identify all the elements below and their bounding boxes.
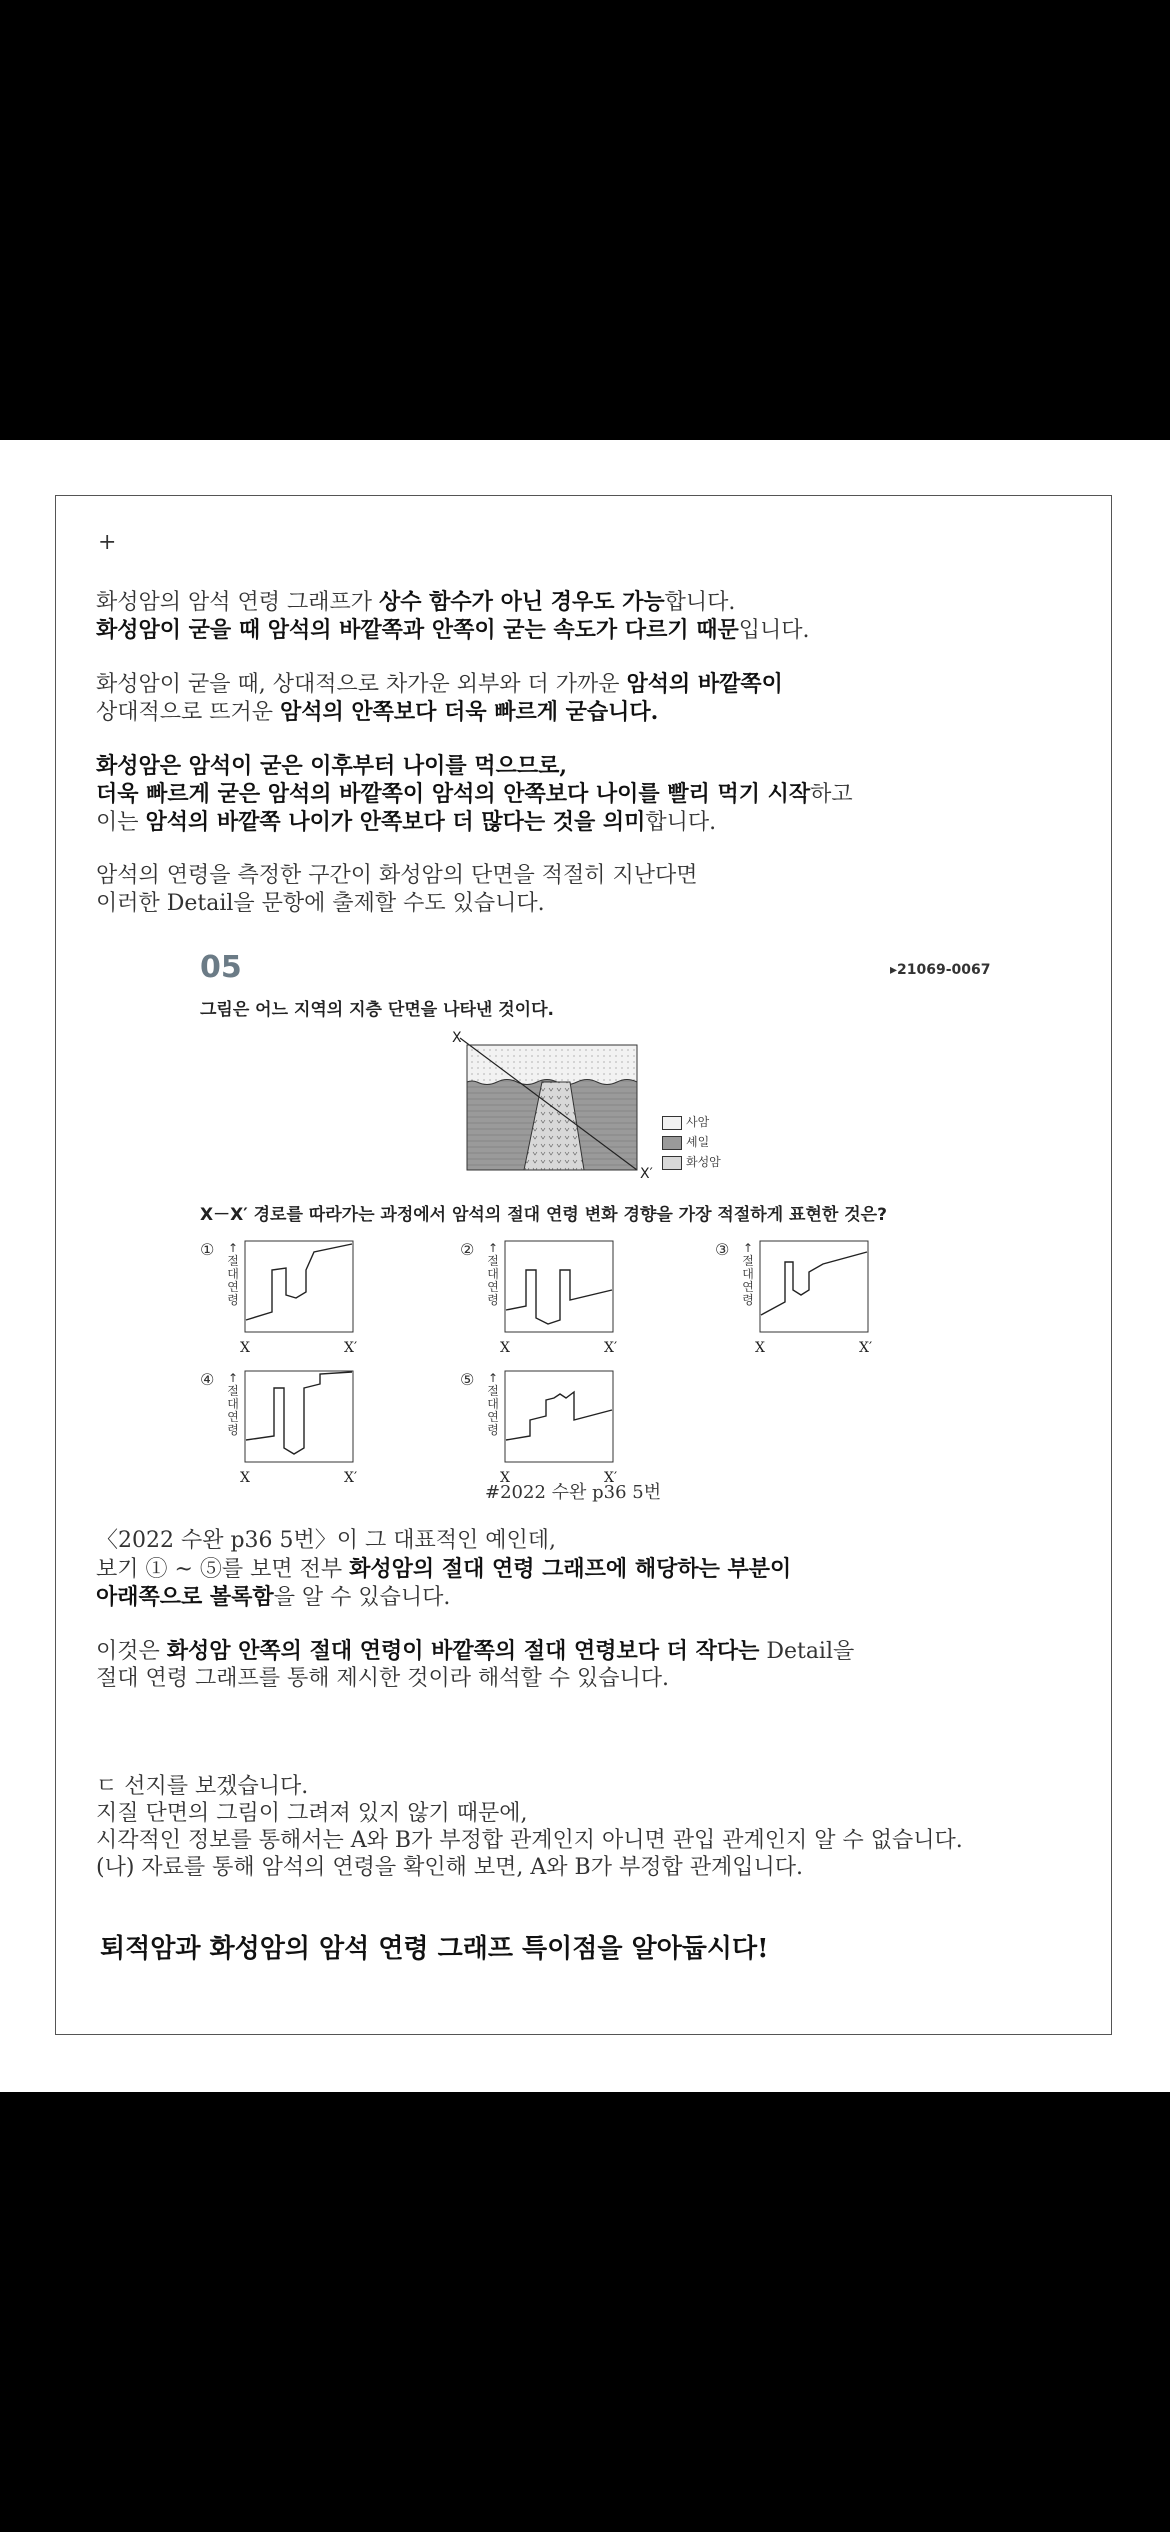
paragraph-line: 시각적인 정보를 통해서는 A와 B가 부정합 관계인지 아니면 관입 관계인지 알 수 없습니다.	[96, 1828, 963, 1853]
x-tick: X	[500, 1470, 510, 1486]
xprime-tick: X′	[604, 1340, 618, 1356]
paragraph-line: 화성암은 암석이 굳은 이후부터 나이를 먹으므로,	[96, 753, 567, 779]
legend-igneous: 화성암	[662, 1153, 721, 1170]
legend-swatch	[662, 1136, 682, 1150]
xprime-tick: X′	[344, 1340, 358, 1356]
figure-caption: #2022 수완 p36 5번	[485, 1482, 662, 1503]
x-tick: X	[240, 1340, 250, 1356]
option-2[interactable]	[460, 1240, 630, 1360]
paragraph-line: 지질 단면의 그림이 그려져 있지 않기 때문에,	[96, 1801, 528, 1826]
xprime-tick: X′	[859, 1340, 873, 1356]
y-axis-label: ↑절대연령	[487, 1241, 499, 1307]
question-number: 05	[200, 950, 242, 985]
paragraph-line: 화성암의 암석 연령 그래프가 상수 함수가 아닌 경우도 가능합니다.	[96, 589, 736, 615]
plus-mark: +	[98, 530, 117, 555]
paragraph-line: (나) 자료를 통해 암석의 연령을 확인해 보면, A와 B가 부정합 관계입니다.	[96, 1855, 803, 1880]
xprime-label: X′	[640, 1166, 653, 1182]
paragraph-line: 더욱 빠르게 굳은 암석의 바깥쪽이 암석의 안쪽보다 나이를 빨리 먹기 시작하고	[96, 781, 853, 807]
option-3[interactable]	[715, 1240, 885, 1360]
paragraph-line: 이는 암석의 바깥쪽 나이가 안쪽보다 더 많다는 것을 의미합니다.	[96, 809, 717, 835]
x-tick: X	[755, 1340, 765, 1356]
paragraph-line: 상대적으로 뜨거운 암석의 안쪽보다 더욱 빠르게 굳습니다.	[96, 699, 659, 725]
legend-shale: 셰일	[662, 1133, 709, 1150]
xprime-tick: X′	[604, 1470, 618, 1486]
y-axis-label: ↑절대연령	[227, 1371, 239, 1437]
legend-sandstone: 사암	[662, 1113, 709, 1130]
paragraph-line: 〈2022 수완 p36 5번〉이 그 대표적인 예인데,	[96, 1528, 557, 1553]
option-5[interactable]	[460, 1370, 630, 1490]
y-axis-label: ↑절대연령	[742, 1241, 754, 1307]
option-number: ①	[200, 1240, 215, 1259]
question-code: ▸21069-0067	[890, 962, 991, 978]
legend-swatch	[662, 1156, 682, 1170]
paragraph-line: 보기 ① ~ ⑤를 보면 전부 화성암의 절대 연령 그래프에 해당하는 부분이	[96, 1556, 792, 1582]
x-tick: X	[240, 1470, 250, 1486]
question-stem: 그림은 어느 지역의 지층 단면을 나타낸 것이다.	[200, 1000, 554, 1020]
option-number: ③	[715, 1240, 730, 1259]
option-graph	[244, 1240, 354, 1335]
option-graph	[244, 1370, 354, 1465]
x-tick: X	[500, 1340, 510, 1356]
option-graph	[504, 1240, 614, 1335]
paragraph-line: 이것은 화성암 안쪽의 절대 연령이 바깥쪽의 절대 연령보다 더 작다는 Detail을	[96, 1638, 855, 1664]
paragraph-line: 암석의 연령을 측정한 구간이 화성암의 단면을 적절히 지난다면	[96, 863, 698, 888]
option-number: ②	[460, 1240, 475, 1259]
paragraph-line: 절대 연령 그래프를 통해 제시한 것이라 해석할 수 있습니다.	[96, 1666, 669, 1691]
strata-cross-section	[452, 1030, 652, 1180]
closing-statement: 퇴적암과 화성암의 암석 연령 그래프 특이점을 알아둡시다!	[100, 1934, 769, 1964]
y-axis-label: ↑절대연령	[487, 1371, 499, 1437]
option-graph	[759, 1240, 869, 1335]
paragraph-line: 아래쪽으로 볼록함을 알 수 있습니다.	[96, 1584, 451, 1610]
paragraph-line: 화성암이 굳을 때, 상대적으로 차가운 외부와 더 가까운 암석의 바깥쪽이	[96, 671, 783, 697]
question-ask: X－X′ 경로를 따라가는 과정에서 암석의 절대 연령 변화 경향을 가장 적절하게 표현한 것은?	[200, 1205, 887, 1225]
option-4[interactable]	[200, 1370, 370, 1490]
x-label: X	[452, 1030, 462, 1046]
option-graph	[504, 1370, 614, 1465]
paragraph-line: 화성암이 굳을 때 암석의 바깥쪽과 안쪽이 굳는 속도가 다르기 때문입니다.	[96, 617, 810, 643]
legend-swatch	[662, 1116, 682, 1130]
paragraph-line: 이러한 Detail을 문항에 출제할 수도 있습니다.	[96, 891, 545, 916]
xprime-tick: X′	[344, 1470, 358, 1486]
option-1[interactable]	[200, 1240, 370, 1360]
option-number: ⑤	[460, 1370, 475, 1389]
option-number: ④	[200, 1370, 215, 1389]
paragraph-line: ㄷ 선지를 보겠습니다.	[96, 1774, 309, 1799]
y-axis-label: ↑절대연령	[227, 1241, 239, 1307]
